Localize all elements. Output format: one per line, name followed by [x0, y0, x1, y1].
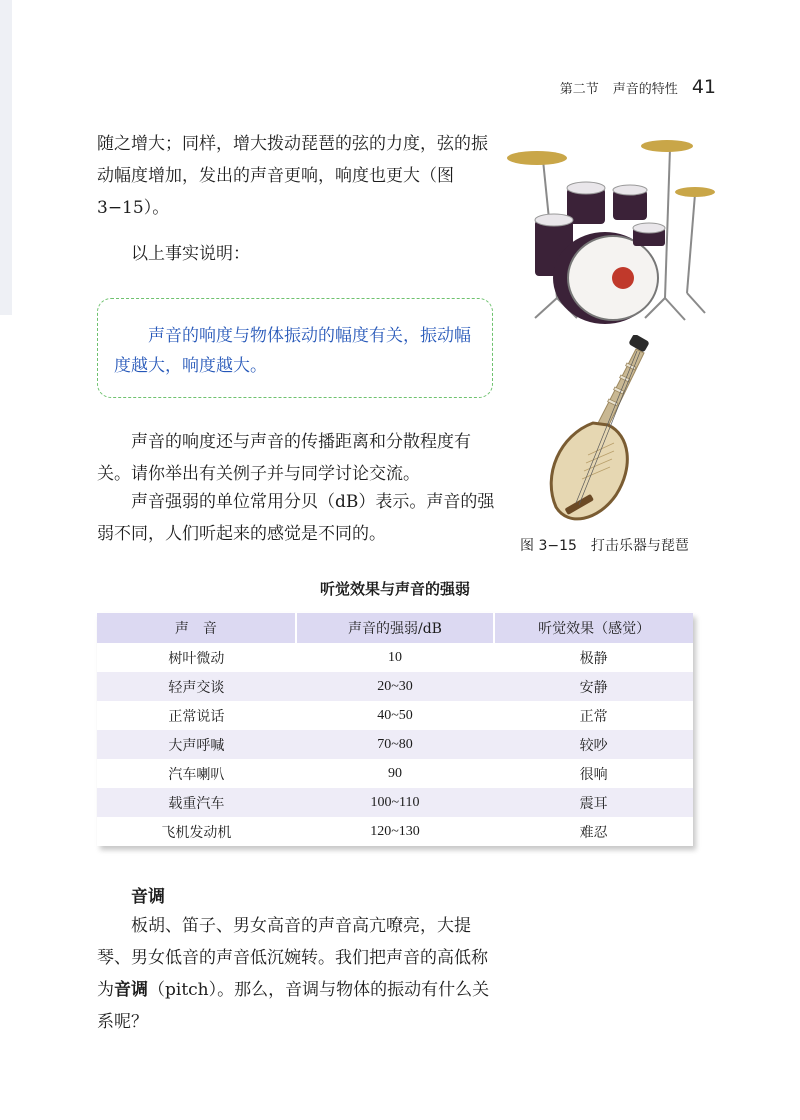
cell-level: 70~80 [296, 730, 495, 759]
paragraph-intro-conclusion: 以上事实说明： [131, 244, 250, 264]
paragraph-pitch [97, 910, 497, 1038]
figure-label: 图 3−15 [520, 538, 577, 554]
cell-effect: 很响 [494, 759, 693, 788]
table-row [97, 643, 693, 672]
cell-sound: 正常说话 [97, 701, 296, 730]
cell-effect: 难忍 [494, 817, 693, 846]
table-row [97, 730, 693, 759]
table-row [97, 701, 693, 730]
pipa-image [538, 335, 688, 525]
table-title: 听觉效果与声音的强弱 [319, 580, 470, 598]
term-pitch: 音调 [114, 980, 148, 1000]
cell-level: 10 [296, 643, 495, 672]
page-edge-tab [0, 0, 12, 315]
cell-level: 40~50 [296, 701, 495, 730]
page-number: 41 [691, 76, 716, 98]
table-row [97, 817, 693, 846]
cell-sound: 载重汽车 [97, 788, 296, 817]
drum-kit-image [505, 128, 723, 328]
cell-effect: 较吵 [494, 730, 693, 759]
table-row [97, 788, 693, 817]
cell-effect: 正常 [494, 701, 693, 730]
paragraph-distance: 声音的响度还与声音的传播距离和分散程度有关。请你举出有关例子并与同学讨论交流。 [97, 432, 471, 484]
figure-caption [520, 535, 689, 555]
cell-sound: 汽车喇叭 [97, 759, 296, 788]
paragraph-loudness-pipa: 随之增大；同样，增大拨动琵琶的弦的力度，弦的振动幅度增加，发出的声音更响，响度也更大（图3−15）。 [97, 134, 488, 218]
paragraph-pitch-part1: 板胡、笛子、男女高音的声音高亢嘹亮，大提琴、男女低音的声音低沉婉转。我们把声音的高低称为 [97, 916, 488, 1000]
section-label: 第二节 [559, 82, 599, 97]
cell-effect: 安静 [494, 672, 693, 701]
cell-sound: 树叶微动 [97, 643, 296, 672]
cell-sound: 大声呼喊 [97, 730, 296, 759]
table-row [97, 759, 693, 788]
column-header-level: 声音的强弱/dB [296, 613, 495, 643]
figure-caption-text: 打击乐器与琵琶 [590, 538, 689, 554]
section-subheading: 音调 [131, 887, 165, 907]
table-header-row [97, 613, 693, 643]
cell-effect: 极静 [494, 643, 693, 672]
paragraph-decibel: 声音强弱的单位常用分贝（dB）表示。声音的强弱不同，人们听起来的感觉是不同的。 [97, 492, 495, 544]
cell-level: 20~30 [296, 672, 495, 701]
section-title: 声音的特性 [612, 82, 678, 97]
cell-level: 100~110 [296, 788, 495, 817]
cell-sound: 飞机发动机 [97, 817, 296, 846]
paragraph-pitch-part2: （pitch）。那么，音调与物体的振动有什么关系呢？ [97, 980, 490, 1032]
conclusion-text: 声音的响度与物体振动的幅度有关，振动幅度越大，响度越大。 [114, 326, 471, 376]
column-header-effect: 听觉效果（感觉） [494, 613, 693, 643]
loudness-table [97, 613, 693, 846]
column-header-sound: 声 音 [97, 613, 296, 643]
conclusion-box [97, 298, 493, 398]
table-row [97, 672, 693, 701]
cell-level: 120~130 [296, 817, 495, 846]
cell-effect: 震耳 [494, 788, 693, 817]
cell-level: 90 [296, 759, 495, 788]
cell-sound: 轻声交谈 [97, 672, 296, 701]
running-head [560, 76, 716, 98]
